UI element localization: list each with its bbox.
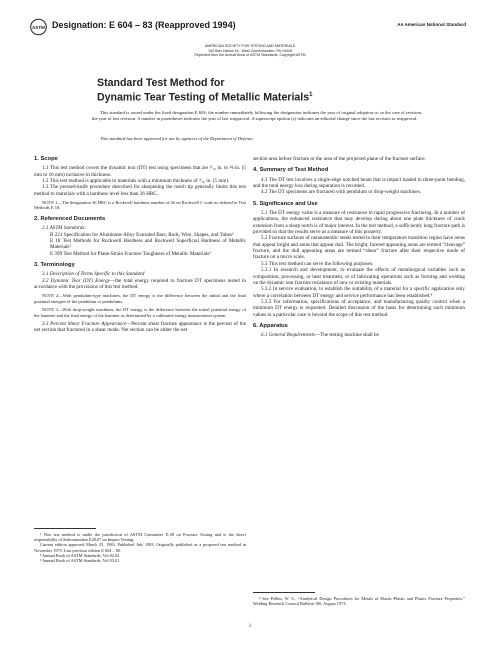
definition-text: —Percent shear fracture appearance is the percent of the net section that fractured in a shear mode. Net section can be either the net — [34, 320, 246, 334]
national-standard-label: An American National Standard — [397, 22, 466, 27]
note: NOTE 3—With drop-weight machines, the DT energy is the difference between the initial potential energy of the hammer and the final energy of the hammer as determined by a calibrated energy measurement system. — [34, 307, 246, 318]
paragraph: 5.3.1 In research and development, to evaluate the effects of metallurgical variables such as composition, processing, or heat treatment, or of fabricating operations such as forming and welding on the dynamic tear fracture resistance of new or existing materials. — [253, 267, 465, 286]
reference-item: E 399 Test Method for Plane-Strain Fracture Toughness of Metallic Materials³ — [50, 250, 211, 257]
footnote: ¹ This test method is under the jurisdiction of ASTM Committee E-28 on Fracture Testing and is the direct responsibility of Subcommittee E28.07 on Impact Testing. — [34, 532, 246, 543]
paragraph — [253, 332, 465, 338]
paragraph — [34, 321, 246, 334]
subheading: 3.1 Description of Terms Specific to this Standard — [42, 271, 145, 278]
footnote: ³ Annual Book of ASTM Standards, Vol 03.01. — [40, 558, 121, 564]
right-column — [253, 156, 465, 339]
note: NOTE 1—The designation 36 HRC is a Rockwell hardness number of 36 on Rockwell C scale as defined in Test Methods E 18. — [34, 200, 246, 211]
section-heading: 3. Terminology — [34, 261, 75, 268]
document-title — [97, 77, 312, 104]
section-heading: 5. Significance and Use — [253, 200, 318, 207]
designation: Designation: E 604 – 83 (Reapproved 1994) — [52, 20, 236, 30]
astm-logo-icon — [30, 17, 47, 37]
paragraph — [34, 278, 246, 291]
section-heading: 2. Referenced Documents — [34, 215, 106, 222]
paragraph: 5.3.2 In service evaluation, to establish the suitability of a material for a specific application only where a correlation between DT energy and service performance has been established.⁴ — [253, 286, 465, 299]
title-text: Dynamic Tear Testing of Metallic Materials — [97, 91, 310, 104]
svg-text:ASTM: ASTM — [31, 25, 46, 30]
reference-item: E 18 Test Methods for Rockwell Hardness and Rockwell Superficial Hardness of Metallic Materials³ — [50, 237, 246, 251]
left-footnotes — [34, 532, 246, 563]
defined-term: 3.2 Dynamic Tear (DT) Energy — [42, 277, 110, 284]
subheading: 2.1 ASTM Standards: — [42, 225, 87, 232]
publisher-line: 100 Barr Harbor Dr., West Conshohocken, PA 19428 — [208, 48, 292, 53]
section-heading: 6. Apparatus — [253, 322, 288, 329]
note: NOTE 2—With pendulum-type machines, the DT energy is the difference between the initial and the final potential energies of the pendulum or pendulums. — [34, 293, 246, 304]
publisher-block — [0, 44, 500, 58]
reference-item: B 221 Specification for Aluminum-Alloy Extruded Bars, Rods, Wire, Shapes, and Tubes² — [50, 231, 234, 238]
defined-term: 6.1 General Requirements — [261, 332, 315, 339]
publisher-line: AMERICAN SOCIETY FOR TESTING AND MATERIALS — [204, 44, 296, 48]
publisher-line: Reprinted from the Annual Book of ASTM Standards, Copyright ASTM — [194, 53, 306, 58]
section-heading: 4. Summary of Test Method — [253, 167, 329, 174]
paragraph: 1.2 This test method is applicable to materials with a minimum thickness of ³⁄₁₆ in. (5 mm). — [42, 178, 230, 185]
dod-adoption-note: This standard has been approved for use by agencies of the Department of Defense. — [100, 136, 254, 141]
footnote-divider — [253, 592, 315, 593]
defined-term: 3.3 Percent Shear Fracture Appearance — [42, 320, 127, 327]
paragraph: 5.3.3 For information, specifications of acceptance, and manufacturing quality control when a minimum DT energy is requested. Detailed discussion of the basis for determining such minimum values in a particular case is beyond the scope of this test method. — [253, 298, 465, 318]
footnote: Current edition approved March 25, 1983. Published July 1983. Originally published as a proposed test method in November 1975. Last previous edition E 604 – 80. — [34, 542, 246, 553]
footnote: ⁴ See Pellini, W. S., “Analytical Design Procedures for Metals of Elastic-Plastic and Plastic Fracture Properties,” Welding Research Council Bulletin 186, August 1973. — [253, 596, 465, 607]
paragraph: 4.2 The DT specimens are fractured with pendulum or drop-weight machines. — [261, 189, 421, 196]
paragraph: 1.1 This test method covers the dynamic tear (DT) test using specimens that are ³⁄₁₆ in. to ⅝ in. (5 mm to 16 mm) inclusive in thickness. — [34, 165, 246, 178]
section-heading: 1. Scope — [34, 156, 58, 162]
intro-notice — [92, 110, 422, 121]
footnote: ² Annual Book of ASTM Standards, Vol 02.02. — [40, 552, 121, 558]
title-line-2 — [97, 89, 312, 104]
page-number: 1 — [248, 624, 252, 629]
intro-text: This standard is issued under the fixed designation E 604; the number immediately following the designation indicates the year of original adoption or, in the case of revision, the year of last revision. A number in parentheses indicates the year of last reapproval. A superscript epsilon (ε) indicates an editorial change since the last revision or reapproval. — [92, 110, 422, 121]
paragraph: 5.3 This test method can serve the following purposes: — [261, 260, 374, 267]
title-line-1: Standard Test Method for — [97, 77, 225, 89]
footnote-divider — [34, 528, 96, 529]
paragraph: 5.1 The DT energy value is a measure of resistance to rapid progressive fracturing. In a number of applications, the enhanced resistance that may develop during about one plate thickness of crack extension from a sharp notch is of major interest. In the test method, a sufficiently long fracture path is provided so that the results serve as a measure of this property. — [253, 210, 465, 236]
paragraph: 5.2 Fracture surfaces of nonaustenitic steels tested in their temperature transition region have areas that appear bright and areas that appear dull. The bright, faceted appearing areas are termed “cleavage” fracture, and the dull appearing areas are termed “shear” fracture after their respective mode of fracture on a micro scale. — [253, 235, 465, 261]
right-footnotes — [253, 596, 465, 606]
paragraph: 1.3 The pressed-knife procedure described for sharpening the notch tip generally limits this test method to materials with a hardness level less than 36 HRC. — [34, 184, 246, 197]
paragraph: 4.1 The DT test involves a single-edge notched beam that is impact loaded in three-point bending, and the total energy loss during separation is recorded. — [253, 176, 465, 190]
paragraph: section area before fracture or the area of the projected plane of the fracture surface. — [253, 156, 426, 162]
left-column — [34, 156, 246, 334]
definition-text: —the total energy required to fracture DT specimens tested in accordance with the provisions of this test method. — [34, 277, 246, 290]
definition-text: —The testing machine shall be — [314, 332, 379, 339]
title-footnote-mark: 1 — [309, 92, 313, 98]
